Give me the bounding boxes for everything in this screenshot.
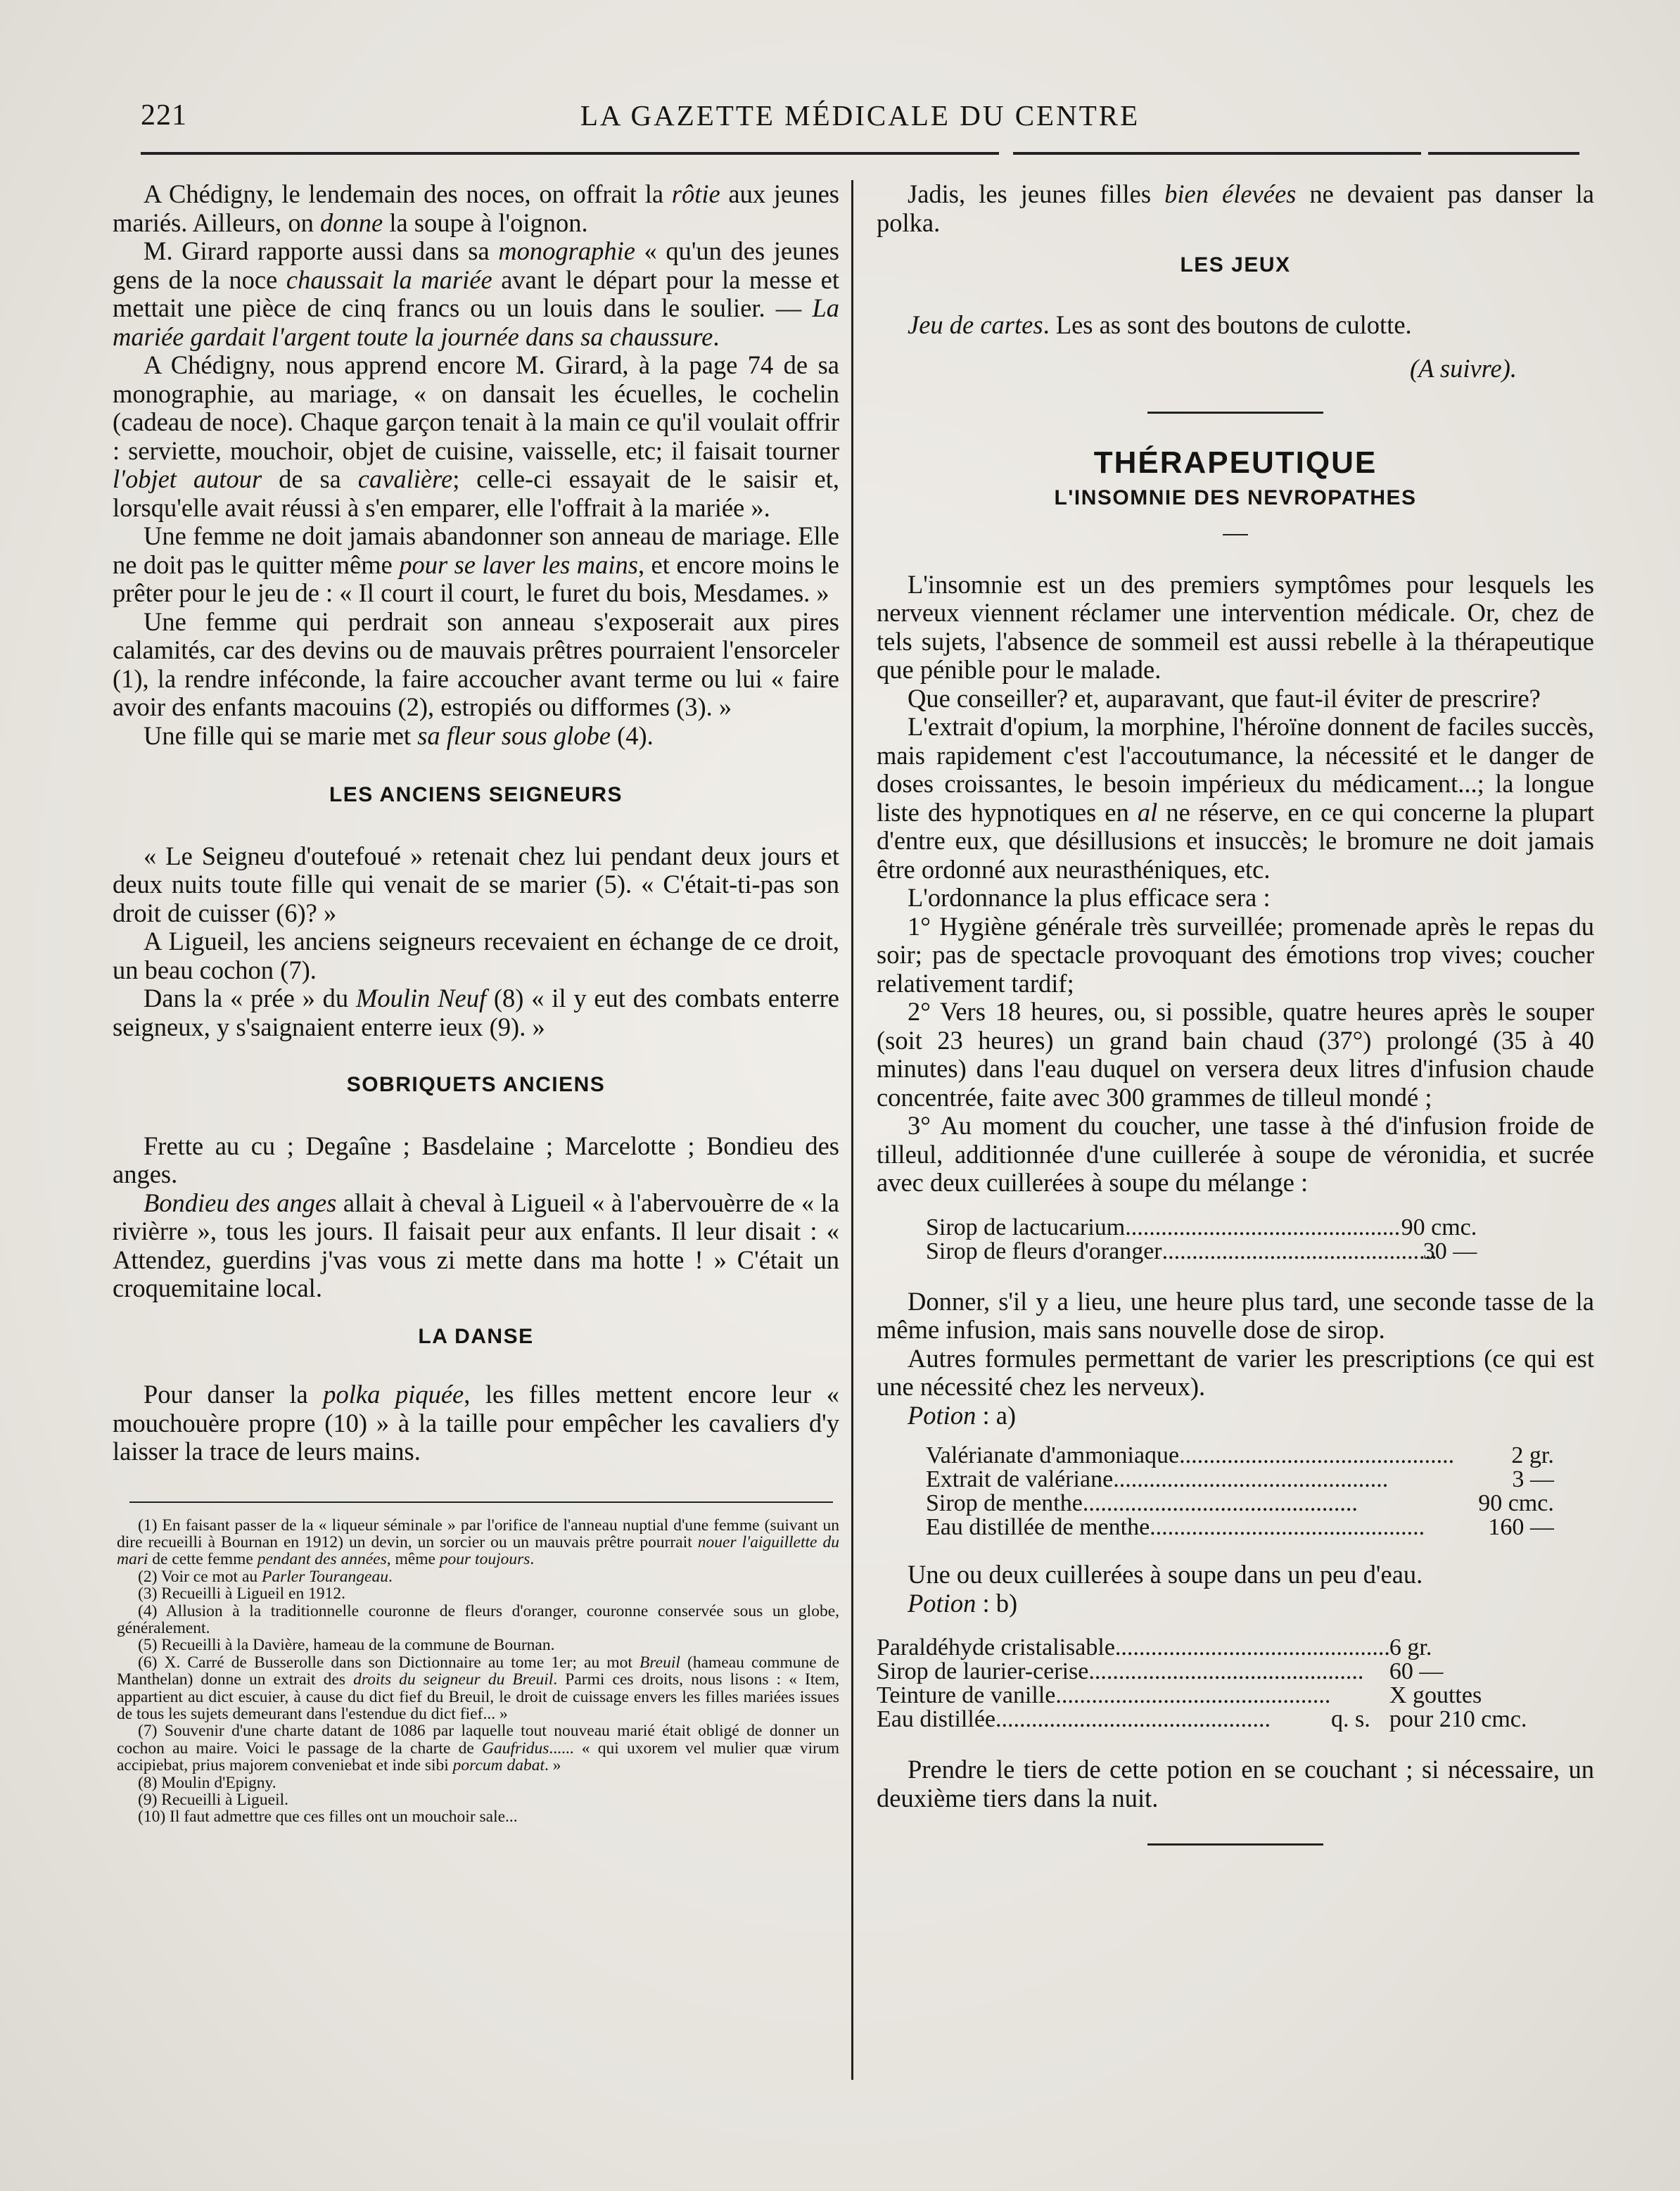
prescription-row: Paraldéhyde cristalisable.............................................. 6 gr. (877, 1634, 1432, 1660)
paragraph: Potion : a) (908, 1400, 1017, 1430)
footnote: (9) Recueilli à Ligueil. (138, 1791, 289, 1809)
end-rule (1147, 1843, 1323, 1846)
paragraph: Jeu de cartes. Les as sont des boutons de culotte. (908, 310, 1412, 339)
footnote: (10) Il faut admettre que ces filles ont un mouchoir sale... (138, 1808, 518, 1827)
paragraph: Une femme qui perdrait son anneau s'exposerait aux pires calamités, car des devins ou de mauvais prêtres pourraient l'ensorceler (1), la rendre inféconde, la faire accoucher avant terme ou lui « faire avoir des enfants macouins (2), estropiés ou difformes (3). » (113, 607, 839, 721)
paragraph: A Chédigny, nous apprend encore M. Girard, à la page 74 de sa monographie, au mariage, « on dansait les écuelles, le cochelin (cadeau de noce). Chaque garçon tenait à la main ce qu'il voulait offrir : serviette, mouchoir, objet de cuisine, vaisselle, etc; il faisait tourner l'objet autour de sa cavalière; celle-ci essayait de le saisir et, lorsqu'elle avait réussi à s'en emparer, elle l'offrait à la mariée ». (113, 350, 839, 522)
section-heading-sobriquets: SOBRIQUETS ANCIENS (346, 1073, 606, 1096)
paragraph: Potion : b) (908, 1588, 1018, 1618)
prescription-row: Sirop de menthe.............................................. 90 cmc. (926, 1490, 1554, 1516)
paragraph: Une ou deux cuillerées à soupe dans un peu d'eau. (908, 1560, 1423, 1589)
paragraph: Autres formules permettant de varier les prescriptions (ce qui est une nécessité chez les nerveux). (877, 1343, 1594, 1401)
section-heading-les-jeux: LES JEUX (1180, 253, 1291, 277)
paragraph: L'extrait d'opium, la morphine, l'héroïne donnent de faciles succès, mais rapidement c'est l'accoutumance, la nécessité et le danger de doses croissantes, le besoin impérieux du médicament...; la longue liste des hypnotiques en al ne réserve, en ce qui concerne la plupart d'entre eux, que désillusions et insuccès; le bromure ne doit jamais être ordonné aux neurasthéniques, etc. (877, 712, 1594, 884)
paragraph: M. Girard rapporte aussi dans sa monographie « qu'un des jeunes gens de la noce chaussait la mariée avant le départ pour la messe et mettait une pièce de cinq francs ou un louis dans le soulier. — La mariée gardait l'argent toute la journée dans sa chaussure. (113, 236, 839, 351)
subheading-insomnie: L'INSOMNIE DES NEVROPATHES (1054, 486, 1417, 509)
paragraph: Dans la « prée » du Moulin Neuf (8) « il y eut des combats enterre seigneux, y s'saignaient enterre ieux (9). » (113, 984, 839, 1041)
prescription-row: Sirop de laurier-cerise.............................................. 60 — (877, 1658, 1444, 1684)
a-suivre: (A suivre). (1409, 354, 1517, 383)
paragraph: A Ligueil, les anciens seigneurs recevaient en échange de ce droit, un beau cochon (7). (113, 927, 839, 984)
paragraph: 3° Au moment du coucher, une tasse à thé d'infusion froide de tilleul, additionnée d'une cuillerée à soupe de véronidia, et sucrée avec deux cuillerées à soupe du mélange : (877, 1111, 1594, 1197)
footnote: (1) En faisant passer de la « liqueur séminale » par l'orifice de l'anneau nuptial d'une femme (suivant un dire recueilli à Bournan en 1912) un devin, un sorcier ou un mauvais prêtre pourrait nouer l'aiguillette du mari de cette femme pendant des années, même pour toujours. (117, 1516, 839, 1569)
prescription-row: Valérianate d'ammoniaque.............................................. 2 gr. (926, 1442, 1554, 1468)
footnote: (8) Moulin d'Epigny. (138, 1773, 276, 1792)
prescription-table-3 (877, 1636, 1572, 1732)
paragraph: Prendre le tiers de cette potion en se couchant ; si nécessaire, un deuxième tiers dans la nuit. (877, 1755, 1594, 1812)
paragraph: Bondieu des anges allait à cheval à Ligueil « à l'abervouèrre de « la rivièrre », tous les jours. Il faisait peur aux enfants. Il leur disait : « Attendez, guerdins j'vas vous zi mette dans ma hotte ! » C'était un croquemitaine local. (113, 1188, 839, 1302)
prescription-table-2 (926, 1444, 1575, 1539)
footnote: (7) Souvenir d'une charte datant de 1086 par laquelle tout nouveau marié était obligé de donner un cochon au maire. Voici le passage de la charte de Gaufridus...... « qui uxorem vel mulier quæ virum accipiebat, prius majorem conveniebat et inde sibi porcum dabat. » (117, 1722, 839, 1775)
section-heading-therapeutique: THÉRAPEUTIQUE (1093, 445, 1377, 480)
footnote-rule (129, 1501, 833, 1503)
prescription-row: Teinture de vanille.............................................. X gouttes (877, 1682, 1482, 1708)
section-heading-la-danse: LA DANSE (418, 1324, 534, 1348)
paragraph: Pour danser la polka piquée, les filles mettent encore leur « mouchouère propre (10) » à la taille pour empêcher les cavaliers d'y laisser la trace de leurs mains. (113, 1380, 839, 1466)
prescription-row: Sirop de lactucarium.............................................. 90 cmc. (926, 1214, 1477, 1240)
paragraph: Que conseiller? et, auparavant, que faut-il éviter de prescrire? (908, 683, 1541, 713)
header-rule-mid (1013, 152, 1421, 155)
footnote: (2) Voir ce mot au Parler Tourangeau. (138, 1567, 393, 1586)
column-divider (851, 180, 853, 2080)
paragraph: 2° Vers 18 heures, ou, si possible, quatre heures après le souper (soit 23 heures) un grand bain chaud (37°) prolongé (35 à 40 minutes) dans l'eau duquel on versera deux litres d'infusion chaude concentrée, faite avec 300 grammes de tilleul mondé ; (877, 997, 1594, 1112)
prescription-row: Extrait de valériane.............................................. 3 — (926, 1466, 1554, 1492)
right-column (877, 180, 1594, 1846)
prescription-table-1 (926, 1216, 1512, 1264)
footnotes (117, 1517, 839, 1826)
footnote: (6) X. Carré de Busserolle dans son Dictionnaire au tome 1er; au mot Breuil (hameau commune de Manthelan) donne un extrait des droits du seigneur du Breuil. Parmi ces droits, nous lisons : « Item, appartient au dict escuier, à cause du dict fief du Breuil, le droit de cuissage envers les filles mariées issues de tous les sujets demeurant dans l'estendue du dict fief... » (117, 1653, 839, 1723)
paragraph: Une femme ne doit jamais abandonner son anneau de mariage. Elle ne doit pas le quitter même pour se laver les mains, et encore moins le prêter pour le jeu de : « Il court il court, le furet du bois, Mesdames. » (113, 521, 839, 607)
paragraph: L'ordonnance la plus efficace sera : (908, 883, 1271, 912)
section-heading-anciens-seigneurs: LES ANCIENS SEIGNEURS (329, 783, 623, 806)
header-rule-right (1428, 152, 1579, 155)
prescription-row: Eau distillée de menthe.............................................. 160 — (926, 1514, 1554, 1540)
section-rule (1147, 412, 1323, 414)
paragraph: Jadis, les jeunes filles bien élevées ne devaient pas danser la polka. (877, 179, 1594, 237)
prescription-row: Sirop de fleurs d'oranger.............................................. 30 — (926, 1238, 1477, 1264)
page-number: 221 (141, 99, 187, 132)
prescription-row: Eau distillée.............................................. q. s. pour 210 cmc. (877, 1706, 1527, 1732)
journal-title: LA GAZETTE MÉDICALE DU CENTRE (580, 99, 1140, 132)
paragraph: L'insomnie est un des premiers symptômes pour lesquels les nerveux viennent réclamer une intervention médicale. Or, chez de tels sujets, l'absence de sommeil est aussi rebelle à la thérapeutique que pénible pour le malade. (877, 569, 1594, 684)
header-rule-left (141, 152, 999, 155)
short-dash (1223, 534, 1248, 535)
footnote: (4) Allusion à la traditionnelle couronne de fleurs d'oranger, couronne conservée sous un globe, généralement. (117, 1601, 839, 1637)
paragraph: Frette au cu ; Degaîne ; Basdelaine ; Marcelotte ; Bondieu des anges. (113, 1131, 839, 1188)
paragraph: « Le Seigneu d'outefoué » retenait chez lui pendant deux jours et deux nuits toute fille qui venait de se marier (5). « C'était-ti-pas son droit de cuisser (6)? » (113, 841, 839, 927)
paragraph: A Chédigny, le lendemain des noces, on offrait la rôtie aux jeunes mariés. Ailleurs, on donne la soupe à l'oignon. (113, 179, 840, 237)
paragraph: Donner, s'il y a lieu, une heure plus tard, une seconde tasse de la même infusion, mais sans nouvelle dose de sirop. (877, 1286, 1594, 1344)
footnote: (3) Recueilli à Ligueil en 1912. (138, 1584, 345, 1603)
footnote: (5) Recueilli à la Davière, hameau de la commune de Bournan. (138, 1636, 555, 1655)
paragraph: Une fille qui se marie met sa fleur sous globe (4). (144, 720, 654, 750)
left-column (113, 180, 839, 1826)
page-header (141, 99, 1579, 141)
paragraph: 1° Hygiène générale très surveillée; promenade après le repas du soir; pas de spectacle provoquant des émotions trop vives; coucher relativement tardif; (877, 911, 1594, 998)
